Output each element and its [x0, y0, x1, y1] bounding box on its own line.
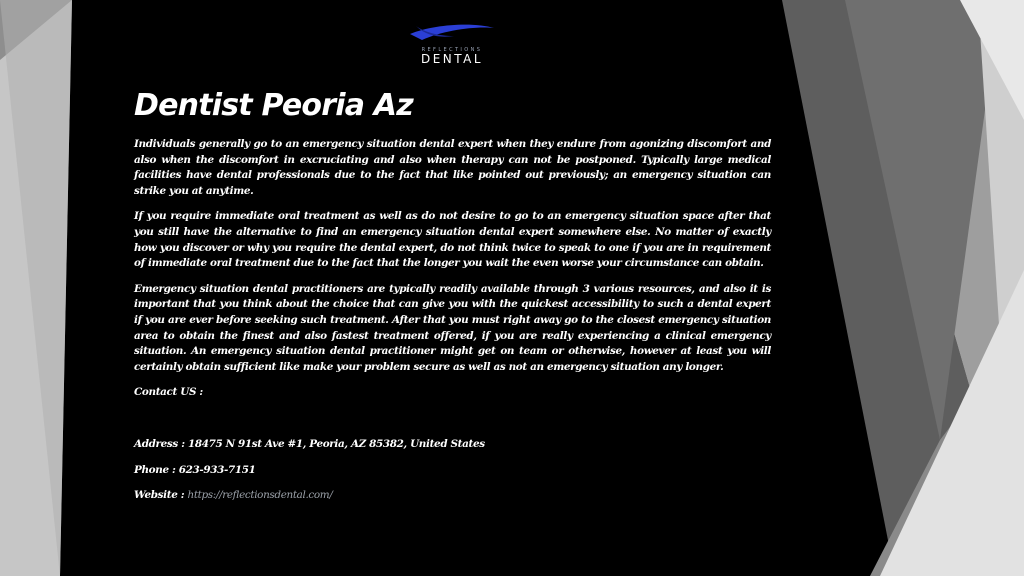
paragraph-3: Emergency situation dental practitioners are typically readily available through 3 various resources, and also it is important that you think about the choice that can give you with the quickest accessibility to such a dental expert if you are ever before seeking such treatment. After that you must right away go to the closest emergency situation area to obtain the finest and also fastest treatment offered, if you are really experiencing a clinical emergency situation. An emergency situation dental practitioner might get on team or otherwise, however at least you will certainly obtain sufficient like make your problem secure as well as not an emergency situation any longer. — [134, 282, 771, 373]
brand-logo — [404, 20, 500, 68]
spacer — [134, 411, 771, 437]
article — [134, 86, 771, 514]
paragraph-1: Individuals generally go to an emergency situation dental expert when they endure from agonizing discomfort and also when the discomfort in excruciating and also when therapy can not be postponed. Typically large medical facilities have dental professionals due to the fact that like pointed out previously; an emergency situation can strike you at anytime. — [134, 138, 771, 197]
contact-phone: Phone : 623-933-7151 — [134, 463, 256, 476]
contact-address: Address : 18475 N 91st Ave #1, Peoria, AZ 85382, United States — [134, 437, 485, 450]
paragraph-2: If you require immediate oral treatment as well as do not desire to go to an emergency situation space after that you still have the alternative to find an emergency situation dental expert somewhere else. No matter of exactly how you discover or why you require the dental expert, do not think twice to speak to one if you are in requirement of immediate oral treatment due to the fact that the longer you wait the even worse your circumstance can obtain. — [134, 210, 771, 270]
page-title: Dentist Peoria Az — [134, 88, 413, 123]
contact-website — [134, 488, 771, 504]
logo-title: DENTAL — [420, 52, 484, 66]
website-label: Website : — [134, 489, 188, 502]
website-link[interactable]: https://reflectionsdental.com/ — [187, 489, 333, 502]
logo-subtitle: REFLECTIONS — [421, 47, 483, 53]
logo-swoosh-icon — [404, 20, 500, 46]
contact-heading: Contact US : — [134, 386, 203, 399]
